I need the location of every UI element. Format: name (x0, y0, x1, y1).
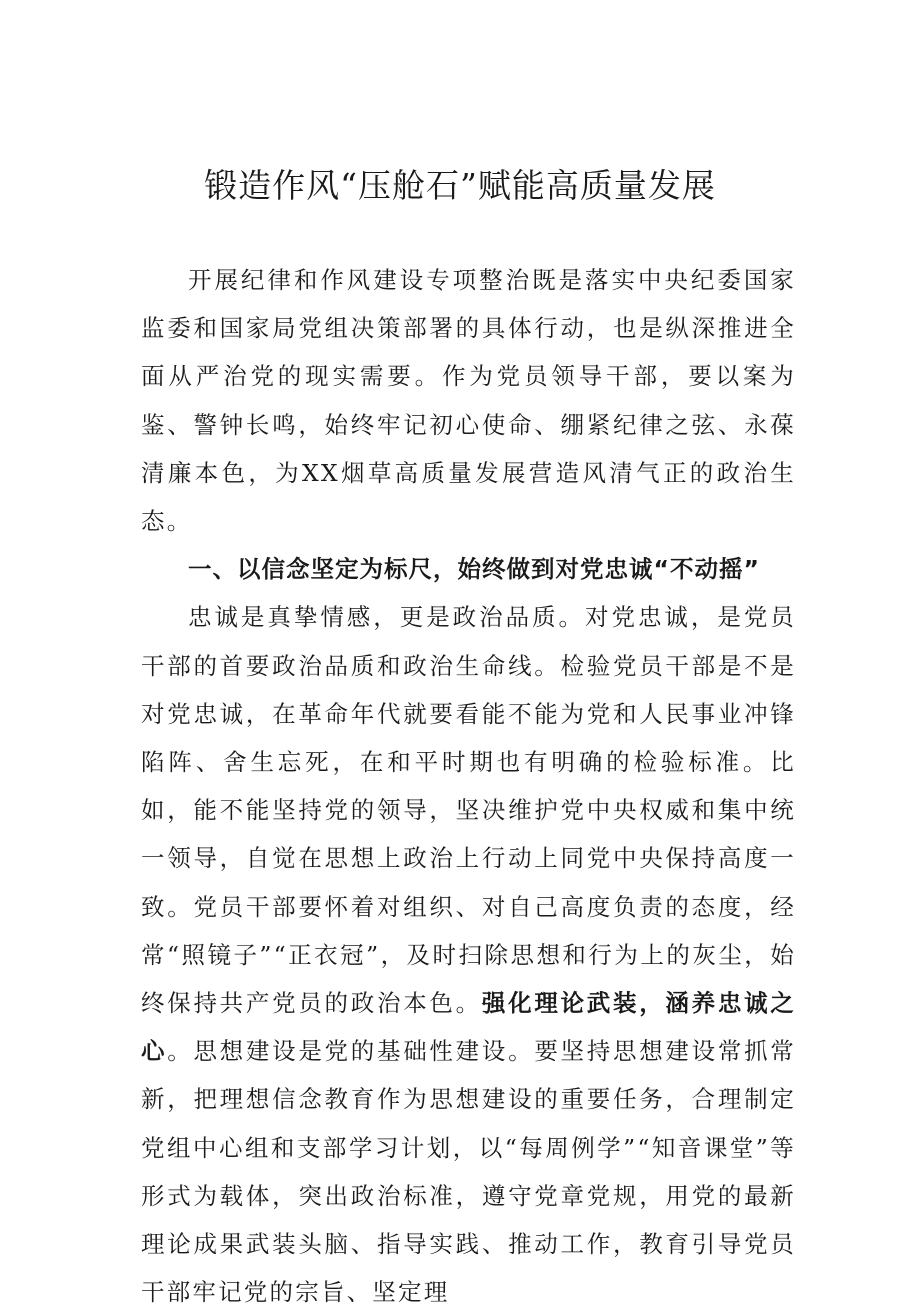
paragraph-text-end: 。思想建设是党的基础性建设。要坚持思想建设常抓常新，把理想信念教育作为思想建设的重要任务，合理制定党组中心组和支部学习计划，以“每周例学”“知音课堂”等形式为载体，突出政治标准，遵守党章党规，用党的最新理论成果武装头脑、指导实践、推动工作，教育引导党员干部牢记党的宗旨、坚定理 (141, 1037, 796, 1307)
intro-paragraph: 开展纪律和作风建设专项整治既是落实中央纪委国家监委和国家局党组决策部署的具体行动，也是纵深推进全面从严治党的现实需要。作为党员领导干部，要以案为鉴、警钟长鸣，始终牢记初心使命、绷紧纪律之弦、永葆清廉本色，为XX烟草高质量发展营造风清气正的政治生态。 (141, 266, 796, 536)
section-paragraph (141, 593, 796, 1316)
document-body (141, 256, 796, 1316)
section-heading: 一、以信念坚定为标尺，始终做到对党忠诚“不动摇” (188, 555, 760, 584)
bold-subheading: 强化理论武装，涵养忠诚之心 (141, 989, 796, 1066)
document-title: 锻造作风“压舱石”赋能高质量发展 (204, 166, 716, 205)
paragraph-text-start: 忠诚是真挚情感，更是政治品质。对党忠诚，是党员干部的首要政治品质和政治生命线。检验党员干部是不是对党忠诚，在革命年代就要看能不能为党和人民事业冲锋陷阵、舍生忘死，在和平时期也有明确的检验标准。比如，能不能坚持党的领导，坚决维护党中央权威和集中统一领导，自觉在思想上政治上行动上同党中央保持高度一致。党员干部要怀着对组织、对自己高度负责的态度，经常“照镜子”“正衣冠”，及时扫除思想和行为上的灰尘，始终保持共产党员的政治本色。 (141, 603, 796, 1018)
